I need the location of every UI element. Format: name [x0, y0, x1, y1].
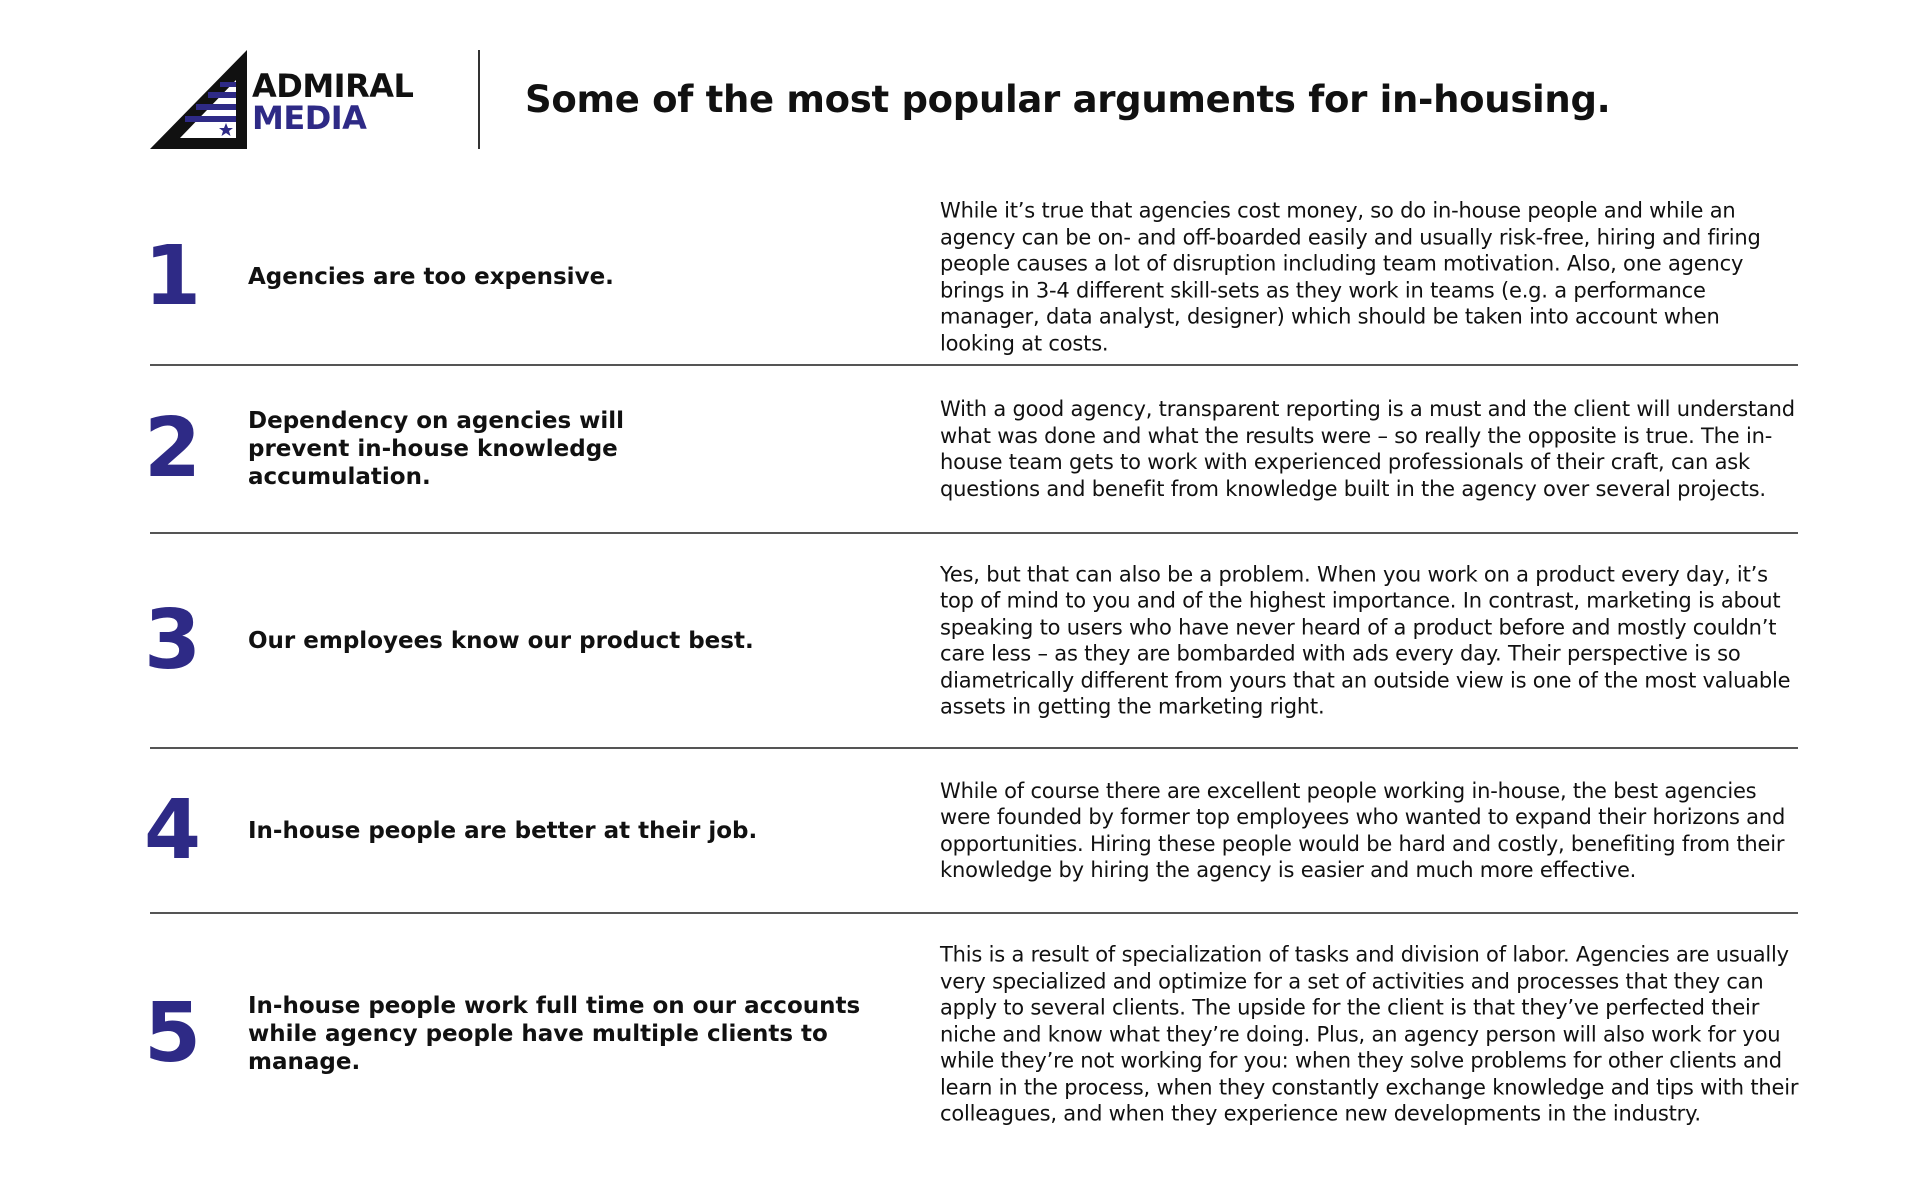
argument-row — [144, 749, 1798, 914]
argument-claim: Dependency on agencies will prevent in-house knowledge accumulation. — [248, 408, 625, 490]
argument-number: 5 — [144, 986, 199, 1081]
argument-row — [144, 190, 1798, 366]
logo-wordmark — [252, 67, 414, 137]
argument-claim: In-house people are better at their job. — [248, 817, 758, 844]
argument-response: While it’s true that agencies cost money, so do in-house people and while an agency can be on- and off-boarded easily and usually risk-free, hiring and firing people causes a lot of disruption including team motivation. Also, one agency brings in 3-4 different skill-sets as they work in teams (e.g. a performance manager, data analyst, designer) which should be taken into account when looking at costs. — [940, 198, 1761, 355]
header-divider — [478, 50, 480, 149]
argument-response: While of course there are excellent people working in-house, the best agencies were founded by former top employees who wanted to expand their horizons and opportunities. Hiring these people would be hard and costly, benefiting from their knowledge by hiring the agency is easier and much more effective. — [940, 778, 1786, 882]
argument-number: 4 — [144, 782, 199, 878]
argument-claim: Agencies are too expensive. — [248, 264, 614, 290]
admiral-media-logo — [150, 50, 418, 150]
argument-number: 1 — [144, 229, 199, 324]
header — [150, 50, 1800, 150]
argument-claim: In-house people work full time on our accounts while agency people have multiple clients to manage. — [248, 993, 861, 1075]
argument-row — [144, 366, 1798, 534]
argument-response: Yes, but that can also be a problem. When you work on a product every day, it’s top of mind to you and of the highest importance. In contrast, marketing is about speaking to users who have never heard of a product before and mostly couldn’t care less – as they are bombarded with ads every day. Their perspective is so diametrically different from yours that an outside view is one of the most valuable assets in getting the marketing right. — [940, 562, 1791, 719]
argument-response: This is a result of specialization of tasks and division of labor. Agencies are usually very specialized and optimize for a set of activities and processes that they can apply to several clients. The upside for the client is that they’ve perfected their niche and know what they’re doing. Plus, an agency person will also work for you while they’re not working for you: when they solve problems for other clients and learn in the process, when they constantly exchange knowledge and tips with their colleagues, and when they experience new developments in the industry. — [940, 942, 1799, 1126]
argument-number: 3 — [144, 592, 199, 688]
argument-response: With a good agency, transparent reporting is a must and the client will understand what was done and what the results were – so really the opposite is true. The in-house team gets to work with experienced professionals of their craft, can ask questions and benefit from knowledge built in the agency over several projects. — [940, 397, 1795, 501]
triangle-flag-logo-icon — [150, 50, 252, 150]
page-title: Some of the most popular arguments for in-housing. — [525, 78, 1611, 121]
argument-row — [144, 534, 1798, 749]
arguments-list — [144, 190, 1799, 1154]
argument-number: 2 — [144, 401, 199, 496]
argument-row — [144, 914, 1799, 1154]
logo-word-admiral: ADMIRAL — [252, 67, 414, 105]
argument-claim: Our employees know our product best. — [248, 627, 754, 654]
logo-word-media: MEDIA — [252, 99, 367, 137]
